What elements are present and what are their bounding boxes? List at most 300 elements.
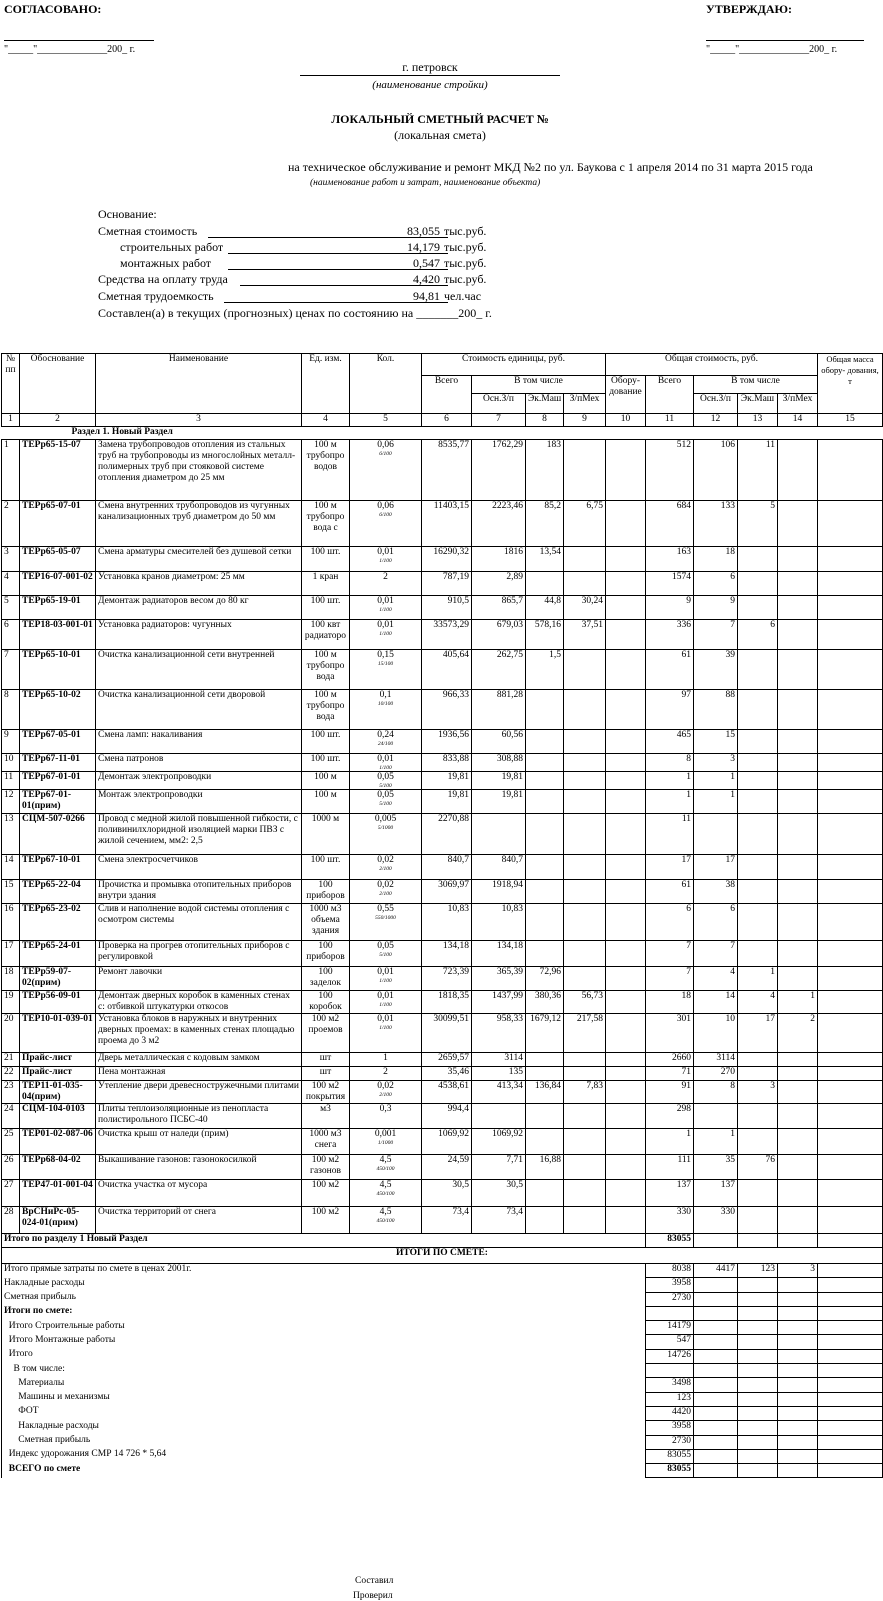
row-c9 [564, 547, 606, 572]
basis-row-value: 94,81 [413, 289, 440, 303]
row-c11: 684 [646, 501, 694, 547]
totals-c12 [694, 1421, 738, 1435]
row-c13: 11 [738, 440, 778, 501]
totals-label: Итого прямые затраты по смете в ценах 2001г. [2, 1264, 646, 1278]
totals-label: Итоги по смете: [2, 1306, 646, 1320]
basis-construction-works [98, 240, 528, 255]
totals-c14 [778, 1449, 818, 1463]
table-row [2, 1081, 883, 1104]
construction-name: г. петровск [300, 60, 560, 76]
row-c15 [818, 1129, 883, 1155]
row-c9: 56,73 [564, 991, 606, 1014]
row-c10 [606, 730, 646, 754]
section-total-row [2, 1234, 883, 1248]
row-c11: 61 [646, 650, 694, 690]
row-c6: 11403,15 [422, 501, 472, 547]
row-quantity-value: 2 [383, 572, 388, 582]
row-c7: 262,75 [472, 650, 526, 690]
row-c15 [818, 880, 883, 904]
row-c6: 3069,97 [422, 880, 472, 904]
row-c7: 7,71 [472, 1155, 526, 1180]
row-quantity-value: 0,01 [377, 967, 394, 977]
row-c10 [606, 814, 646, 855]
row-c6: 1936,56 [422, 730, 472, 754]
row-c9 [564, 1155, 606, 1180]
approved-label: СОГЛАСОВАНО: [4, 2, 102, 16]
row-c9 [564, 572, 606, 596]
row-c12: 39 [694, 650, 738, 690]
row-unit: шт [302, 1067, 350, 1081]
row-number: 9 [2, 730, 20, 754]
row-basis-code: ТЕРр65-22-04 [20, 880, 96, 904]
section-total-value: 83055 [646, 1234, 694, 1248]
row-c6: 2270,88 [422, 814, 472, 855]
totals-row [2, 1278, 883, 1292]
row-number: 15 [2, 880, 20, 904]
row-c8 [526, 1129, 564, 1155]
row-basis-code: ТЕРр68-04-02 [20, 1155, 96, 1180]
row-number: 1 [2, 440, 20, 501]
row-name: Очистка участка от мусора [96, 1180, 302, 1207]
row-basis-code: ТЕР18-03-001-01 [20, 620, 96, 650]
row-quantity-value: 4,5 [379, 1180, 392, 1190]
empty-cell [818, 1264, 883, 1278]
row-number: 10 [2, 754, 20, 772]
totals-label: Материалы [2, 1378, 646, 1392]
totals-c14 [778, 1406, 818, 1420]
row-c8 [526, 790, 564, 814]
row-c14 [778, 650, 818, 690]
row-c8: 183 [526, 440, 564, 501]
row-c9 [564, 904, 606, 941]
row-c9 [564, 1207, 606, 1234]
empty-cell [818, 1278, 883, 1292]
row-quantity-formula: 10/100 [377, 701, 394, 707]
row-c14 [778, 772, 818, 790]
row-c13: 3 [738, 1081, 778, 1104]
row-c6: 30099,51 [422, 1014, 472, 1053]
totals-row [2, 1264, 883, 1278]
row-c15 [818, 1207, 883, 1234]
row-c7: 365,39 [472, 967, 526, 991]
basis-prices-note: Составлен(а) в текущих (прогнозных) ценах по состоянию на _______200_ г. [98, 306, 492, 320]
row-c6: 33573,29 [422, 620, 472, 650]
row-unit: 100 м трубопро водов [302, 440, 350, 501]
row-c13 [738, 790, 778, 814]
totals-c13 [738, 1321, 778, 1335]
row-quantity-formula: 1/100 [379, 558, 392, 564]
row-c13 [738, 1180, 778, 1207]
row-c8: 1,5 [526, 650, 564, 690]
row-quantity [350, 772, 422, 790]
totals-c13 [738, 1449, 778, 1463]
row-c11: 336 [646, 620, 694, 650]
row-c6: 30,5 [422, 1180, 472, 1207]
row-quantity [350, 1014, 422, 1053]
row-c14 [778, 855, 818, 880]
section-total-label: Итого по разделу 1 Новый Раздел [2, 1234, 646, 1248]
row-number: 25 [2, 1129, 20, 1155]
row-unit: 100 м трубопро вода [302, 690, 350, 730]
row-c7: 1918,94 [472, 880, 526, 904]
row-c8: 13,54 [526, 547, 564, 572]
row-c12: 270 [694, 1067, 738, 1081]
row-number: 26 [2, 1155, 20, 1180]
row-c8: 16,88 [526, 1155, 564, 1180]
col-header-equipment: Обору- дование [606, 376, 646, 414]
basis-row-unit: тыс.руб. [444, 224, 487, 238]
totals-c13 [738, 1292, 778, 1306]
totals-row [2, 1321, 883, 1335]
row-name: Установка блоков в наружных и внутренних дверных проемах: в каменных стенах площадью проема до 3 м2 [96, 1014, 302, 1053]
totals-label: Сметная прибыль [2, 1292, 646, 1306]
row-quantity [350, 1129, 422, 1155]
row-c11: 71 [646, 1067, 694, 1081]
totals-c14 [778, 1364, 818, 1378]
row-quantity-formula: 5/100 [379, 801, 392, 807]
row-c6: 723,39 [422, 967, 472, 991]
col-header-mach: Эк.Маш [526, 394, 564, 414]
row-quantity [350, 1081, 422, 1104]
row-quantity [350, 941, 422, 967]
basis-row-unit: тыс.руб. [444, 272, 487, 286]
totals-c11 [646, 1306, 694, 1320]
row-c9: 217,58 [564, 1014, 606, 1053]
row-quantity-value: 0,001 [374, 1129, 397, 1139]
row-c13 [738, 772, 778, 790]
row-basis-code: ТЕРр59-07-02(прим) [20, 967, 96, 991]
row-quantity-value: 1 [383, 1053, 388, 1063]
col-header-mass: Общая масса обору- дования, т [818, 354, 883, 414]
basis-row-value: 14,179 [407, 240, 440, 254]
row-quantity-formula: 6/100 [379, 512, 392, 518]
basis-row-unit: чел.час [444, 289, 482, 303]
row-quantity [350, 814, 422, 855]
row-c7: 1816 [472, 547, 526, 572]
row-quantity [350, 904, 422, 941]
col-header-mech-wage: З/пМех [778, 394, 818, 414]
row-c15 [818, 1014, 883, 1053]
row-name: Выкашивание газонов: газонокосилкой [96, 1155, 302, 1180]
row-quantity-formula: 2/100 [379, 866, 392, 872]
table-row [2, 855, 883, 880]
row-unit: 100 заделок [302, 967, 350, 991]
row-c10 [606, 855, 646, 880]
row-c11: 9 [646, 596, 694, 620]
row-quantity-formula: 24/100 [377, 741, 394, 747]
row-c13 [738, 754, 778, 772]
row-number: 4 [2, 572, 20, 596]
totals-c11: 2730 [646, 1292, 694, 1306]
row-c8 [526, 572, 564, 596]
row-c12: 330 [694, 1207, 738, 1234]
row-number: 5 [2, 596, 20, 620]
row-c7 [472, 1104, 526, 1129]
row-c8 [526, 1180, 564, 1207]
row-quantity-formula: 550/1000 [375, 915, 396, 921]
table-row [2, 991, 883, 1014]
row-c8 [526, 1104, 564, 1129]
row-c15 [818, 1067, 883, 1081]
row-number: 7 [2, 650, 20, 690]
row-quantity-value: 0,01 [377, 547, 394, 557]
row-c11: 465 [646, 730, 694, 754]
row-c14 [778, 1207, 818, 1234]
col-header-wage: Осн.З/п [472, 394, 526, 414]
row-c11: 163 [646, 547, 694, 572]
row-c11: 17 [646, 855, 694, 880]
row-name: Провод с медной жилой повышенной гибкости, с поливинилхлоридной изоляцией марки ПВЗ с жилой сечением, мм2: 2,5 [96, 814, 302, 855]
row-c11: 1 [646, 790, 694, 814]
row-basis-code: ТЕР47-01-001-04 [20, 1180, 96, 1207]
row-c9 [564, 650, 606, 690]
row-c15 [818, 596, 883, 620]
row-quantity [350, 620, 422, 650]
row-c6: 16290,32 [422, 547, 472, 572]
row-c7: 30,5 [472, 1180, 526, 1207]
row-unit: 100 м [302, 790, 350, 814]
totals-c11 [646, 1364, 694, 1378]
row-c10 [606, 1053, 646, 1067]
col-header-grand-total: Всего [646, 376, 694, 414]
row-quantity-value: 0,01 [377, 620, 394, 630]
row-c11: 298 [646, 1104, 694, 1129]
basis-row-value: 83,055 [407, 224, 440, 238]
totals-label: Накладные расходы [2, 1421, 646, 1435]
table-row [2, 620, 883, 650]
totals-c13 [738, 1421, 778, 1435]
row-c6: 73,4 [422, 1207, 472, 1234]
col-header-basis: Обоснование [20, 354, 96, 414]
col-header-wage: Осн.З/п [694, 394, 738, 414]
row-c11: 61 [646, 880, 694, 904]
totals-label: ФОТ [2, 1406, 646, 1420]
row-c15 [818, 941, 883, 967]
table-row [2, 650, 883, 690]
row-unit: 100 шт. [302, 547, 350, 572]
row-c13 [738, 1207, 778, 1234]
row-quantity [350, 1104, 422, 1129]
row-c15 [818, 772, 883, 790]
row-c11: 512 [646, 440, 694, 501]
row-c13 [738, 941, 778, 967]
row-quantity [350, 790, 422, 814]
row-c10 [606, 991, 646, 1014]
row-name: Смена внутренних трубопроводов из чугунных канализационных труб диаметром до 50 мм [96, 501, 302, 547]
col-header-total-including: В том числе [694, 376, 818, 394]
row-quantity-formula: 5/100 [379, 952, 392, 958]
row-quantity-formula: 1/100 [379, 1025, 392, 1031]
totals-c12 [694, 1321, 738, 1335]
row-quantity-formula: 1/100 [379, 1002, 392, 1008]
row-quantity-formula: 1/100 [379, 607, 392, 613]
row-c10 [606, 754, 646, 772]
row-c9 [564, 967, 606, 991]
row-quantity [350, 1155, 422, 1180]
row-unit: 100 м2 [302, 1207, 350, 1234]
empty-cell [694, 1234, 738, 1248]
row-c14 [778, 596, 818, 620]
row-quantity-value: 0,02 [377, 1081, 394, 1091]
row-quantity [350, 596, 422, 620]
row-c7 [472, 814, 526, 855]
row-c8 [526, 690, 564, 730]
row-c7: 135 [472, 1067, 526, 1081]
row-c7: 679,03 [472, 620, 526, 650]
row-c13 [738, 814, 778, 855]
row-c7: 881,28 [472, 690, 526, 730]
row-quantity-value: 0,24 [377, 730, 394, 740]
totals-c12 [694, 1435, 738, 1449]
row-c7: 2223,46 [472, 501, 526, 547]
totals-c13 [738, 1392, 778, 1406]
row-quantity-value: 0,01 [377, 754, 394, 764]
row-c14 [778, 941, 818, 967]
row-c15 [818, 814, 883, 855]
column-number: 5 [350, 414, 422, 427]
row-name: Слив и наполнение водой системы отопления с осмотром системы [96, 904, 302, 941]
row-quantity-value: 4,5 [379, 1155, 392, 1165]
row-c8: 136,84 [526, 1081, 564, 1104]
row-basis-code: ВрСНиРс-05-024-01(прим) [20, 1207, 96, 1234]
column-numbers-row [2, 414, 883, 427]
date-left: "_____"______________200_ г. [4, 44, 136, 55]
row-c10 [606, 440, 646, 501]
row-c12: 18 [694, 547, 738, 572]
row-number: 19 [2, 991, 20, 1014]
totals-label: ВСЕГО по смете [2, 1464, 646, 1478]
row-basis-code: ТЕР16-07-001-02 [20, 572, 96, 596]
row-c13: 76 [738, 1155, 778, 1180]
table-row [2, 1104, 883, 1129]
totals-c11: 83055 [646, 1464, 694, 1478]
row-name: Установка кранов диаметром: 25 мм [96, 572, 302, 596]
row-c15 [818, 1180, 883, 1207]
row-c9: 7,83 [564, 1081, 606, 1104]
confirm-label: УТВЕРЖДАЮ: [706, 2, 793, 16]
section-title: Раздел 1. Новый Раздел [71, 427, 173, 437]
col-header-total-cost: Общая стоимость, руб. [606, 354, 818, 376]
column-number: 1 [2, 414, 20, 427]
row-c9 [564, 880, 606, 904]
row-c13 [738, 1053, 778, 1067]
row-number: 28 [2, 1207, 20, 1234]
basis-labor-intensity [98, 289, 528, 304]
row-number: 6 [2, 620, 20, 650]
row-number: 16 [2, 904, 20, 941]
row-c6: 35,46 [422, 1067, 472, 1081]
totals-c13 [738, 1349, 778, 1363]
row-quantity-formula: 450/100 [376, 1166, 395, 1172]
empty-cell [818, 1464, 883, 1478]
table-row [2, 814, 883, 855]
row-c10 [606, 1207, 646, 1234]
row-c14 [778, 1053, 818, 1067]
row-c14: 1 [778, 991, 818, 1014]
row-number: 2 [2, 501, 20, 547]
row-name: Смена электросчетчиков [96, 855, 302, 880]
empty-cell [738, 1234, 778, 1248]
checked-by-label: Проверил [353, 1591, 393, 1601]
table-row [2, 880, 883, 904]
row-c15 [818, 650, 883, 690]
row-number: 18 [2, 967, 20, 991]
row-c10 [606, 790, 646, 814]
row-c14 [778, 620, 818, 650]
column-number: 10 [606, 414, 646, 427]
empty-cell [818, 1449, 883, 1463]
row-c12: 88 [694, 690, 738, 730]
row-c11: 91 [646, 1081, 694, 1104]
row-quantity [350, 690, 422, 730]
row-name: Утепление двери древесностружечными плитами [96, 1081, 302, 1104]
table-row [2, 1129, 883, 1155]
date-right: "_____"______________200_ г. [706, 44, 838, 55]
row-c12: 15 [694, 730, 738, 754]
totals-c13 [738, 1364, 778, 1378]
row-c11: 2660 [646, 1053, 694, 1067]
row-quantity [350, 501, 422, 547]
table-row [2, 941, 883, 967]
totals-row [2, 1306, 883, 1320]
row-c7: 73,4 [472, 1207, 526, 1234]
totals-c11: 547 [646, 1335, 694, 1349]
table-row [2, 967, 883, 991]
row-c6: 134,18 [422, 941, 472, 967]
row-c12: 14 [694, 991, 738, 1014]
row-c11: 111 [646, 1155, 694, 1180]
row-number: 24 [2, 1104, 20, 1129]
row-c13 [738, 880, 778, 904]
row-quantity-value: 0,01 [377, 991, 394, 1001]
totals-label: Итого [2, 1349, 646, 1363]
row-basis-code: ТЕРр65-23-02 [20, 904, 96, 941]
table-row [2, 904, 883, 941]
row-name: Плиты теплоизоляционные из пенопласта полистирольного ПСБС-40 [96, 1104, 302, 1129]
totals-c12 [694, 1292, 738, 1306]
row-unit: 100 м2 проемов [302, 1014, 350, 1053]
row-basis-code: ТЕРр67-11-01 [20, 754, 96, 772]
totals-c14 [778, 1292, 818, 1306]
row-c6: 4538,61 [422, 1081, 472, 1104]
row-quantity-value: 0,55 [377, 904, 394, 914]
row-c7: 958,33 [472, 1014, 526, 1053]
row-c10 [606, 1081, 646, 1104]
row-quantity [350, 967, 422, 991]
row-number: 13 [2, 814, 20, 855]
totals-c14 [778, 1321, 818, 1335]
row-c6: 966,33 [422, 690, 472, 730]
column-number: 7 [472, 414, 526, 427]
totals-c13 [738, 1464, 778, 1478]
basis-estimate-cost [98, 224, 528, 239]
row-c8: 1679,12 [526, 1014, 564, 1053]
row-c9 [564, 690, 606, 730]
row-c7: 1437,99 [472, 991, 526, 1014]
row-unit: 100 м2 газонов [302, 1155, 350, 1180]
row-c8 [526, 904, 564, 941]
row-c12 [694, 814, 738, 855]
row-quantity-value: 0,06 [377, 501, 394, 511]
totals-c14 [778, 1335, 818, 1349]
row-c10 [606, 547, 646, 572]
totals-c14 [778, 1349, 818, 1363]
row-c12: 106 [694, 440, 738, 501]
row-c7: 19,81 [472, 790, 526, 814]
row-c12: 6 [694, 904, 738, 941]
totals-c11: 8038 [646, 1264, 694, 1278]
row-basis-code: ТЕР10-01-039-01 [20, 1014, 96, 1053]
